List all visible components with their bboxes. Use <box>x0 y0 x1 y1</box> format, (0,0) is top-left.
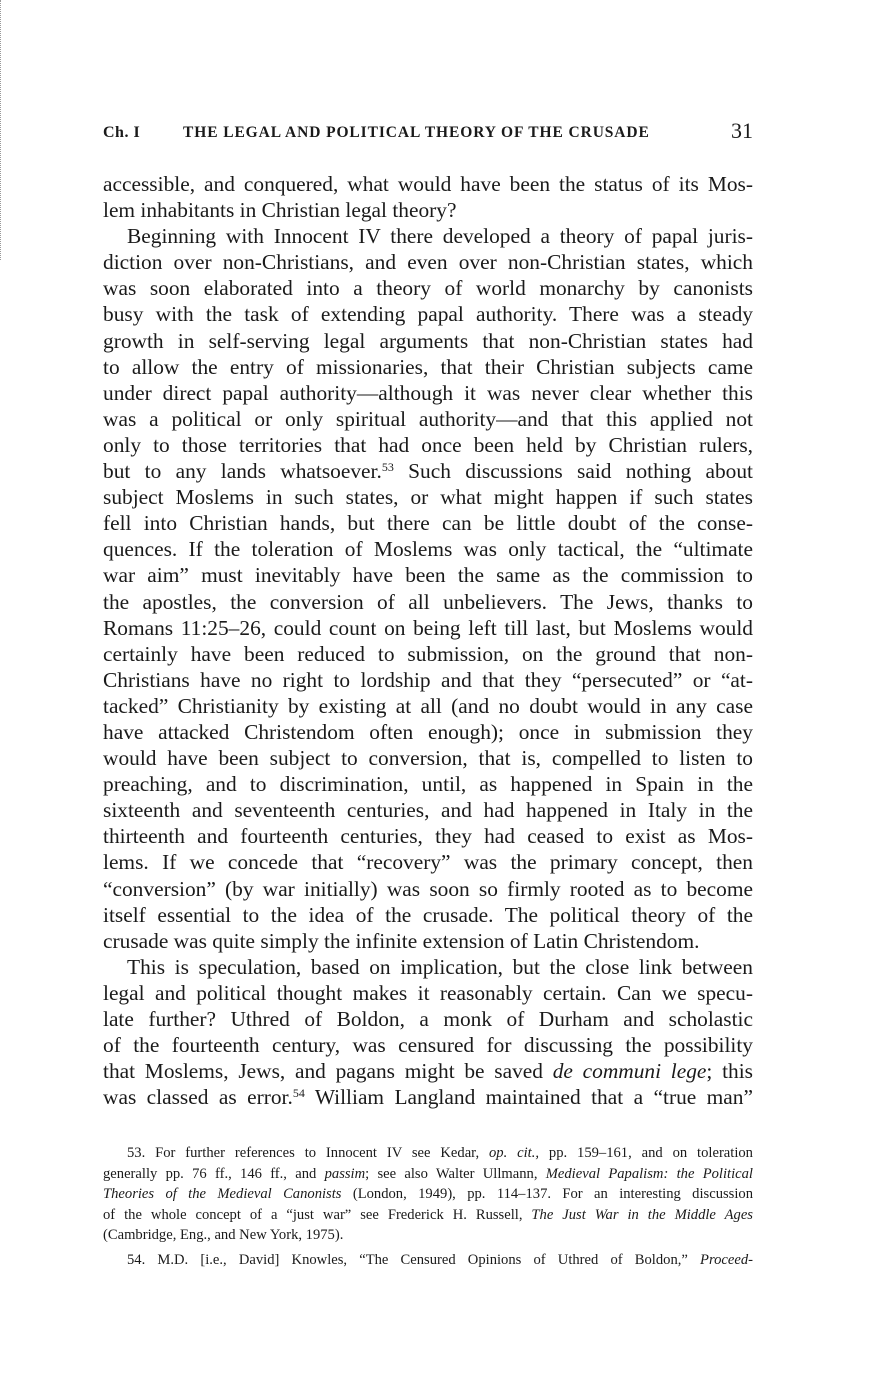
running-title: THE LEGAL AND POLITICAL THEORY OF THE CRUSADE <box>183 124 650 141</box>
text-line: would have been subject to conversion, that is, compelled to listen to <box>103 746 753 771</box>
text-line: war aim” must inevitably have been the same as the commission to <box>103 563 753 588</box>
chapter-label: Ch. I <box>103 124 141 141</box>
text-line: quences. If the toleration of Moslems was only tactical, the “ultimate <box>103 537 753 562</box>
text-line: tacked” Christianity by existing at all (and no doubt would in any case <box>103 693 753 718</box>
text-line: itself essential to the idea of the crusade. The political theory of the <box>103 902 753 927</box>
footnotes <box>103 1143 753 1270</box>
text-segment: was classed as error. <box>103 1085 293 1110</box>
text-segment: that Moslems, Jews, and pagans might be saved <box>103 1059 553 1084</box>
footnote-53-line <box>103 1205 753 1226</box>
italic-phrase: op. cit., <box>489 1145 540 1161</box>
text-segment: 54. M.D. [i.e., David] Knowles, “The Censured Opinions of Uthred of Boldon,” <box>127 1251 701 1268</box>
text-segment: ; this <box>706 1059 753 1084</box>
footnote-ref-54[interactable]: 54 <box>292 1086 305 1101</box>
italic-phrase: de communi lege <box>552 1059 707 1084</box>
text-line: growth in self-serving legal arguments that non-Christian states had <box>103 328 753 353</box>
text-segment: of the whole concept of a “just war” see Frederick H. Russell, <box>103 1206 532 1223</box>
text-line: subject Moslems in such states, or what might happen if such states <box>103 485 753 510</box>
text-line: to allow the entry of missionaries, that their Christian subjects came <box>103 354 753 379</box>
italic-phrase: Medieval Papalism: the Political <box>545 1165 753 1182</box>
text-line: “conversion” (by war initially) was soon so firmly rooted as to become <box>103 876 753 901</box>
text-segment: but to any lands whatsoever. <box>103 459 382 484</box>
footnote-53-line <box>103 1164 753 1185</box>
text-line <box>103 458 753 484</box>
text-line <box>103 1058 753 1084</box>
text-line: Romans 11:25–26, could count on being left till last, but Moslems would <box>103 615 753 640</box>
text-line: busy with the task of extending papal authority. There was a steady <box>103 302 753 327</box>
text-line: under direct papal authority—although it was never clear whether this <box>103 380 753 405</box>
text-segment: William Langland maintained that a “true man” <box>304 1085 753 1110</box>
text-line: was a political or only spiritual authority—and that this applied not <box>103 406 753 431</box>
footnote-53-line <box>103 1143 753 1164</box>
footnote-54-line <box>103 1250 753 1271</box>
text-line <box>103 1084 753 1110</box>
running-header <box>103 118 753 148</box>
text-line: accessible, and conquered, what would have been the status of its Mos- <box>103 172 753 196</box>
text-segment: 53. For further references to Innocent IV see Kedar, <box>127 1145 489 1161</box>
text-line: crusade was quite simply the infinite extension of Latin Christendom. <box>103 928 700 953</box>
text-line: certainly have been reduced to submission, on the ground that non- <box>103 641 753 666</box>
text-line: This is speculation, based on implication, but the close link between <box>127 954 753 979</box>
text-line: preaching, and to discrimination, until, as happened in Spain in the <box>103 772 753 797</box>
text-line: lem inhabitants in Christian legal theory? <box>103 198 457 223</box>
text-line: diction over non-Christians, and even over non-Christian states, which <box>103 250 753 275</box>
text-line: Christians have no right to lordship and that they “persecuted” or “at- <box>103 667 753 692</box>
italic-phrase: Theories of the Medieval Canonists <box>103 1186 342 1202</box>
footnote-53-line <box>103 1184 753 1205</box>
text-line: legal and political thought makes it reasonably certain. Can we specu- <box>103 980 753 1005</box>
text-line: lems. If we concede that “recovery” was the primary concept, then <box>103 850 753 875</box>
text-line: late further? Uthred of Boldon, a monk of Durham and scholastic <box>103 1007 753 1031</box>
italic-phrase: Proceed- <box>700 1251 753 1268</box>
italic-phrase: passim <box>324 1165 366 1182</box>
text-line: sixteenth and seventeenth centuries, and had happened in Italy in the <box>103 798 753 823</box>
page-number: 31 <box>731 118 753 143</box>
text-line: have attacked Christendom often enough); once in submission they <box>103 719 753 744</box>
text-segment: (London, 1949), pp. 114–137. For an interesting discussion <box>341 1186 753 1202</box>
scan-edge-marks <box>0 0 3 260</box>
text-segment: generally pp. 76 ff., 146 ff., and <box>103 1165 325 1182</box>
text-line: Beginning with Innocent IV there developed a theory of papal juris- <box>127 224 753 249</box>
text-line: thirteenth and fourteenth centuries, they had ceased to exist as Mos- <box>103 824 753 849</box>
text-line: was soon elaborated into a theory of world monarchy by canonists <box>103 276 753 301</box>
footnote-53-line: (Cambridge, Eng., and New York, 1975). <box>103 1227 344 1243</box>
text-line: only to those territories that had once been held by Christian rulers, <box>103 432 753 457</box>
body-text <box>103 171 753 1110</box>
italic-phrase: The Just War in the Middle Ages <box>531 1206 753 1223</box>
text-line: fell into Christian hands, but there can be little doubt of the conse- <box>103 511 753 536</box>
footnote-ref-53[interactable]: 53 <box>381 460 394 475</box>
text-segment: ; see also Walter Ullmann, <box>365 1165 546 1182</box>
text-line: of the fourteenth century, was censured for discussing the possibility <box>103 1033 753 1058</box>
text-line: the apostles, the conversion of all unbelievers. The Jews, thanks to <box>103 589 753 614</box>
text-segment: Such discussions said nothing about <box>393 459 753 484</box>
text-segment: pp. 159–161, and on toleration <box>539 1145 753 1161</box>
